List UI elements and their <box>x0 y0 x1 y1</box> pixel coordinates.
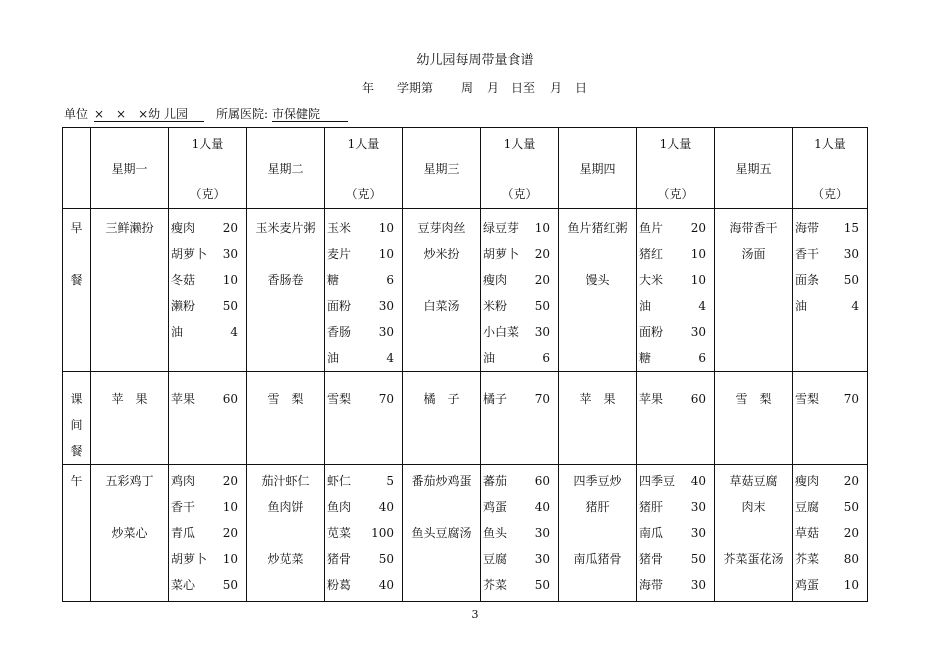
dish-name: 芥菜蛋花汤 <box>723 552 784 566</box>
dish-cell <box>91 209 169 372</box>
amount-header-cell <box>481 128 559 209</box>
ingredient-name: 苋菜 <box>327 526 352 540</box>
ingredient-name: 青瓜 <box>171 526 196 540</box>
ingredient-amount: 20 <box>843 474 859 488</box>
dish-name: 炒米扮 <box>423 247 460 261</box>
ingredient-cell <box>325 465 403 602</box>
day-header-cell <box>247 128 325 209</box>
amount-unit: （克） <box>657 187 694 201</box>
dish-name <box>403 494 480 520</box>
ingredient-row <box>481 319 558 345</box>
corner-cell <box>63 128 91 209</box>
ingredient-row <box>481 546 558 572</box>
dish-name: 茄汁虾仁 <box>261 474 310 488</box>
ingredient-name: 玉米 <box>327 221 352 235</box>
ingredient-row <box>169 520 246 546</box>
ingredient-row <box>637 520 714 546</box>
ingredient-row <box>325 319 402 345</box>
amount-header-cell <box>637 128 715 209</box>
ingredient-row <box>637 215 714 241</box>
ingredient-row <box>637 386 714 412</box>
ingredient-row <box>481 293 558 319</box>
ingredient-row <box>481 494 558 520</box>
ingredient-name: 面粉 <box>639 325 664 339</box>
ingredient-name: 油 <box>327 351 340 365</box>
ingredient-amount: 40 <box>378 500 394 514</box>
ingredient-row <box>793 386 867 412</box>
ingredient-name: 海带 <box>639 578 664 592</box>
header-row <box>63 128 868 209</box>
ingredient-row <box>637 572 714 598</box>
dish-name: 苹 果 <box>579 392 616 406</box>
ingredient-name: 瘦肉 <box>171 221 196 235</box>
ingredient-amount: 10 <box>534 221 550 235</box>
ingredient-row <box>481 468 558 494</box>
ingredient-row <box>637 494 714 520</box>
unit-value: × × ×幼 儿园 <box>94 106 204 122</box>
ingredient-name: 猪红 <box>639 247 664 261</box>
meal-label-cell <box>63 372 91 465</box>
dish-name <box>247 520 324 546</box>
ingredient-name: 海带 <box>795 221 820 235</box>
dish-name: 苹 果 <box>111 392 148 406</box>
ingredient-row <box>481 241 558 267</box>
semester-label: 学期第 <box>397 81 434 95</box>
ingredient-amount: 30 <box>534 552 550 566</box>
ingredient-row <box>637 241 714 267</box>
ingredient-cell <box>325 372 403 465</box>
dish-cell <box>559 209 637 372</box>
dish-name: 四季豆炒 <box>573 474 622 488</box>
ingredient-row <box>793 267 867 293</box>
amount-unit: （克） <box>345 187 382 201</box>
ingredient-amount: 10 <box>690 247 706 261</box>
dish-name: 海带香干 <box>729 221 778 235</box>
ingredient-row <box>793 293 867 319</box>
ingredient-row <box>169 546 246 572</box>
dish-cell <box>247 372 325 465</box>
ingredient-amount: 6 <box>542 351 550 365</box>
meal-label-cell <box>63 209 91 372</box>
dish-cell <box>715 372 793 465</box>
meal-label-char: 间 <box>70 418 83 432</box>
ingredient-amount: 20 <box>534 247 550 261</box>
ingredient-name: 糖 <box>639 351 652 365</box>
ingredient-name: 四季豆 <box>639 474 676 488</box>
ingredient-name: 油 <box>171 325 184 339</box>
ingredient-amount: 10 <box>378 247 394 261</box>
dish-name: 馒头 <box>585 273 610 287</box>
dish-name <box>559 241 636 267</box>
ingredient-amount: 30 <box>534 325 550 339</box>
ingredient-amount: 40 <box>378 578 394 592</box>
ingredient-row <box>169 468 246 494</box>
meal-label-char <box>63 241 90 267</box>
meal-label-cell <box>63 465 91 602</box>
ingredient-name: 小白菜 <box>483 325 520 339</box>
ingredient-row <box>481 345 558 371</box>
dish-name: 炒菜心 <box>111 526 148 540</box>
amount-header-cell <box>169 128 247 209</box>
ingredient-row <box>793 546 867 572</box>
meal-label-char: 餐 <box>70 273 83 287</box>
ingredient-cell <box>793 372 868 465</box>
ingredient-amount: 10 <box>378 221 394 235</box>
ingredient-amount: 10 <box>222 273 238 287</box>
ingredient-row <box>325 572 402 598</box>
ingredient-amount: 100 <box>371 526 394 540</box>
ingredient-name: 蕃茄 <box>483 474 508 488</box>
ingredient-row <box>481 267 558 293</box>
meal-label-char: 午 <box>70 474 83 488</box>
dish-name: 香肠卷 <box>267 273 304 287</box>
dish-name: 五彩鸡丁 <box>105 474 154 488</box>
ingredient-amount: 6 <box>698 351 706 365</box>
day-header-cell <box>91 128 169 209</box>
to-month-label: 月 <box>550 81 563 95</box>
day-header-cell <box>715 128 793 209</box>
dish-name: 汤面 <box>741 247 766 261</box>
ingredient-row <box>637 293 714 319</box>
ingredient-row <box>325 386 402 412</box>
ingredient-row <box>793 572 867 598</box>
ingredient-cell <box>481 209 559 372</box>
dish-name: 鱼肉饼 <box>267 500 304 514</box>
dish-name: 南瓜猪骨 <box>573 552 622 566</box>
ingredient-amount: 10 <box>222 552 238 566</box>
ingredient-name: 瘦肉 <box>795 474 820 488</box>
amount-label: 1人量 <box>191 137 224 151</box>
page-number: 3 <box>471 608 479 621</box>
ingredient-name: 油 <box>483 351 496 365</box>
dish-cell <box>715 465 793 602</box>
from-day-label: 日至 <box>511 81 536 95</box>
ingredient-name: 鱼头 <box>483 526 508 540</box>
ingredient-row <box>325 267 402 293</box>
ingredient-amount: 30 <box>378 299 394 313</box>
ingredient-amount: 60 <box>534 474 550 488</box>
dish-name: 炒苋菜 <box>267 552 304 566</box>
ingredient-amount: 30 <box>843 247 859 261</box>
dish-cell <box>403 465 481 602</box>
ingredient-name: 香干 <box>795 247 820 261</box>
dish-cell <box>559 465 637 602</box>
dish-name <box>403 267 480 293</box>
ingredient-amount: 80 <box>843 552 859 566</box>
ingredient-row <box>793 241 867 267</box>
ingredient-name: 芥菜 <box>483 578 508 592</box>
ingredient-row <box>169 572 246 598</box>
ingredient-row <box>169 319 246 345</box>
ingredient-amount: 30 <box>378 325 394 339</box>
dish-name: 鱼片猪红粥 <box>567 221 628 235</box>
hospital-label: 所属医院: <box>216 107 269 121</box>
amount-label: 1人量 <box>347 137 380 151</box>
ingredient-row <box>481 386 558 412</box>
ingredient-amount: 50 <box>222 578 238 592</box>
ingredient-name: 米粉 <box>483 299 508 313</box>
ingredient-cell <box>793 465 868 602</box>
ingredient-amount: 70 <box>378 392 394 406</box>
ingredient-amount: 50 <box>843 273 859 287</box>
ingredient-amount: 40 <box>534 500 550 514</box>
page-title: 幼儿园每周带量食谱 <box>416 53 534 68</box>
ingredient-name: 鱼片 <box>639 221 664 235</box>
dish-name <box>559 520 636 546</box>
amount-header-cell <box>325 128 403 209</box>
ingredient-name: 香肠 <box>327 325 352 339</box>
ingredient-name: 香干 <box>171 500 196 514</box>
ingredient-row <box>169 386 246 412</box>
ingredient-row <box>637 319 714 345</box>
ingredient-row <box>169 267 246 293</box>
ingredient-name: 南瓜 <box>639 526 664 540</box>
dish-cell <box>715 209 793 372</box>
ingredient-row <box>637 345 714 371</box>
ingredient-name: 猪骨 <box>327 552 352 566</box>
ingredient-row <box>325 293 402 319</box>
ingredient-cell <box>169 209 247 372</box>
amount-unit: （克） <box>811 187 848 201</box>
ingredient-amount: 4 <box>386 351 394 365</box>
ingredient-amount: 30 <box>690 325 706 339</box>
ingredient-row <box>325 215 402 241</box>
ingredient-amount: 10 <box>843 578 859 592</box>
day-header-cell <box>559 128 637 209</box>
dish-name <box>247 241 324 267</box>
ingredient-row <box>325 468 402 494</box>
dish-name: 玉米麦片粥 <box>255 221 316 235</box>
ingredient-amount: 30 <box>222 247 238 261</box>
ingredient-cell <box>637 209 715 372</box>
ingredient-name: 苹果 <box>171 392 196 406</box>
ingredient-name: 芥菜 <box>795 552 820 566</box>
amount-unit: （克） <box>189 187 226 201</box>
ingredient-name: 鱼肉 <box>327 500 352 514</box>
dish-name: 肉末 <box>741 500 766 514</box>
meal-row <box>63 209 868 372</box>
ingredient-name: 糖 <box>327 273 340 287</box>
dish-cell <box>403 209 481 372</box>
ingredient-name: 粉葛 <box>327 578 352 592</box>
ingredient-row <box>481 572 558 598</box>
ingredient-amount: 70 <box>534 392 550 406</box>
ingredient-amount: 70 <box>843 392 859 406</box>
dish-name: 三鲜濑扮 <box>105 221 154 235</box>
ingredient-name: 猪肝 <box>639 500 664 514</box>
ingredient-name: 胡萝卜 <box>171 247 208 261</box>
dish-name: 雪 梨 <box>267 392 304 406</box>
ingredient-amount: 50 <box>690 552 706 566</box>
ingredient-amount: 20 <box>534 273 550 287</box>
ingredient-row <box>169 241 246 267</box>
ingredient-row <box>637 468 714 494</box>
ingredient-amount: 4 <box>230 325 238 339</box>
week-label: 周 <box>461 81 474 95</box>
ingredient-amount: 50 <box>534 299 550 313</box>
meal-row <box>63 372 868 465</box>
dish-name: 豆芽肉丝 <box>417 221 466 235</box>
amount-label: 1人量 <box>814 137 846 151</box>
ingredient-row <box>325 546 402 572</box>
ingredient-amount: 10 <box>690 273 706 287</box>
ingredient-cell <box>169 372 247 465</box>
amount-label: 1人量 <box>503 137 536 151</box>
ingredient-cell <box>481 372 559 465</box>
ingredient-row <box>169 215 246 241</box>
ingredient-amount: 6 <box>386 273 394 287</box>
ingredient-row <box>793 215 867 241</box>
dish-name <box>715 520 792 546</box>
ingredient-name: 豆腐 <box>483 552 508 566</box>
dish-cell <box>247 465 325 602</box>
ingredient-amount: 30 <box>690 526 706 540</box>
amount-label: 1人量 <box>659 137 692 151</box>
dish-cell <box>91 465 169 602</box>
ingredient-row <box>637 546 714 572</box>
menu-table <box>62 127 868 602</box>
unit-label: 单位 <box>64 107 89 121</box>
ingredient-amount: 4 <box>851 299 859 313</box>
day-header-cell <box>403 128 481 209</box>
ingredient-name: 绿豆芽 <box>483 221 520 235</box>
ingredient-cell <box>325 209 403 372</box>
day-name: 星期五 <box>735 162 772 176</box>
meal-label-char: 餐 <box>70 444 83 458</box>
meal-row <box>63 465 868 602</box>
ingredient-cell <box>637 465 715 602</box>
ingredient-row <box>169 494 246 520</box>
day-name: 星期二 <box>267 162 304 176</box>
ingredient-row <box>637 267 714 293</box>
ingredient-amount: 20 <box>222 221 238 235</box>
meal-label-char: 早 <box>70 221 83 235</box>
ingredient-name: 猪骨 <box>639 552 664 566</box>
day-name: 星期一 <box>111 162 148 176</box>
ingredient-name: 豆腐 <box>795 500 820 514</box>
dish-name: 草菇豆腐 <box>729 474 778 488</box>
dish-cell <box>559 372 637 465</box>
ingredient-name: 雪梨 <box>327 392 352 406</box>
dish-name <box>91 494 168 520</box>
ingredient-name: 面粉 <box>327 299 352 313</box>
ingredient-name: 虾仁 <box>327 474 352 488</box>
ingredient-name: 瘦肉 <box>483 273 508 287</box>
ingredient-name: 胡萝卜 <box>171 552 208 566</box>
ingredient-name: 鸡蛋 <box>795 578 820 592</box>
dish-name: 白菜汤 <box>423 299 460 313</box>
ingredient-name: 草菇 <box>795 526 820 540</box>
ingredient-cell <box>169 465 247 602</box>
ingredient-cell <box>481 465 559 602</box>
dish-name: 橘 子 <box>423 392 460 406</box>
ingredient-name: 菜心 <box>171 578 196 592</box>
ingredient-amount: 50 <box>534 578 550 592</box>
ingredient-row <box>325 345 402 371</box>
ingredient-amount: 15 <box>843 221 859 235</box>
ingredient-name: 雪梨 <box>795 392 820 406</box>
dish-name: 雪 梨 <box>735 392 772 406</box>
ingredient-amount: 20 <box>222 474 238 488</box>
from-month-label: 月 <box>487 81 500 95</box>
ingredient-cell <box>793 209 868 372</box>
ingredient-name: 鸡肉 <box>171 474 196 488</box>
ingredient-row <box>169 293 246 319</box>
ingredient-amount: 4 <box>698 299 706 313</box>
ingredient-amount: 5 <box>386 474 394 488</box>
ingredient-name: 苹果 <box>639 392 664 406</box>
ingredient-amount: 20 <box>222 526 238 540</box>
ingredient-name: 冬菇 <box>171 273 196 287</box>
dish-name: 猪肝 <box>585 500 610 514</box>
ingredient-amount: 20 <box>843 526 859 540</box>
ingredient-amount: 50 <box>378 552 394 566</box>
ingredient-amount: 10 <box>222 500 238 514</box>
ingredient-row <box>325 241 402 267</box>
ingredient-row <box>481 520 558 546</box>
dish-name: 鱼头豆腐汤 <box>411 526 472 540</box>
ingredient-amount: 50 <box>843 500 859 514</box>
ingredient-row <box>481 215 558 241</box>
dish-name: 番茄炒鸡蛋 <box>411 474 472 488</box>
ingredient-row <box>793 468 867 494</box>
ingredient-row <box>325 494 402 520</box>
ingredient-amount: 30 <box>690 578 706 592</box>
amount-header-cell <box>793 128 868 209</box>
ingredient-name: 麦片 <box>327 247 352 261</box>
ingredient-name: 面条 <box>795 273 820 287</box>
ingredient-cell <box>637 372 715 465</box>
ingredient-row <box>793 520 867 546</box>
ingredient-amount: 30 <box>690 500 706 514</box>
ingredient-amount: 50 <box>222 299 238 313</box>
ingredient-name: 鸡蛋 <box>483 500 508 514</box>
ingredient-amount: 20 <box>690 221 706 235</box>
day-name: 星期三 <box>423 162 460 176</box>
ingredient-name: 胡萝卜 <box>483 247 520 261</box>
ingredient-name: 大米 <box>639 273 664 287</box>
dish-cell <box>403 372 481 465</box>
ingredient-name: 油 <box>795 299 808 313</box>
ingredient-amount: 30 <box>534 526 550 540</box>
ingredient-name: 濑粉 <box>171 299 196 313</box>
hospital-value: 市保健院 <box>272 106 348 122</box>
dish-cell <box>91 372 169 465</box>
ingredient-row <box>325 520 402 546</box>
ingredient-row <box>793 494 867 520</box>
to-day-label: 日 <box>575 81 588 95</box>
ingredient-name: 油 <box>639 299 652 313</box>
ingredient-amount: 40 <box>690 474 706 488</box>
year-label: 年 <box>362 81 375 95</box>
ingredient-amount: 60 <box>222 392 238 406</box>
day-name: 星期四 <box>579 162 616 176</box>
ingredient-name: 橘子 <box>483 392 508 406</box>
ingredient-amount: 60 <box>690 392 706 406</box>
meal-label-char: 课 <box>70 392 83 406</box>
amount-unit: （克） <box>501 187 538 201</box>
dish-cell <box>247 209 325 372</box>
